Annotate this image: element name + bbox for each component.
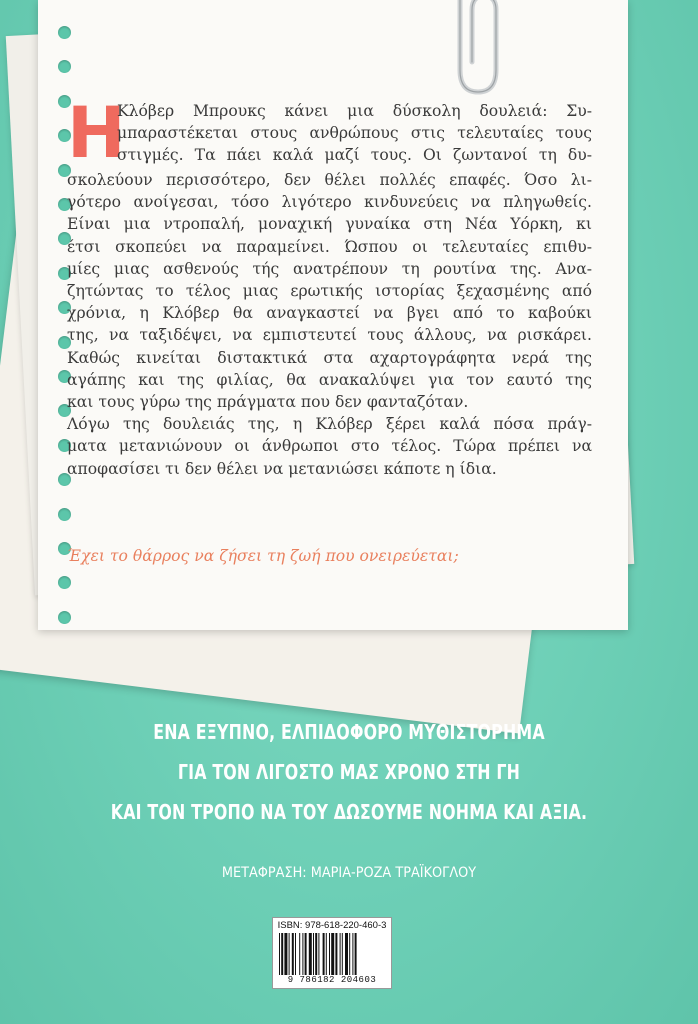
barcode-bar [335, 933, 337, 975]
isbn-label: ISBN: 978-618-220-460-3 [277, 920, 387, 931]
barcode-bar [352, 933, 353, 975]
blurb-line: σκολεύουν περισσότερο, δεν θέλει πολλές επαφές. Όσο λι- [67, 171, 592, 189]
slogan-line-2: ΓΙΑ ΤΟΝ ΛΙΓΟΣΤΟ ΜΑΣ ΧΡΟΝΟ ΣΤΗ ΓΗ [177, 760, 521, 784]
binder-hole [58, 611, 71, 624]
barcode-bar [309, 933, 312, 975]
barcode-bar [349, 933, 350, 975]
barcode-bar [315, 933, 317, 975]
blurb-line: Λόγω της δουλειάς της, η Κλόβερ ξέρει καλά πόσα πράγ- [67, 415, 592, 434]
barcode-bar [299, 933, 300, 975]
barcode-bar [326, 933, 327, 975]
blurb-line: μίες μιας ασθενούς τής ανατρέπουν τη ρουτίνα της. Ανα- [67, 259, 592, 278]
barcode [272, 917, 392, 989]
barcode-bar [345, 933, 348, 975]
barcode-bar [305, 933, 307, 975]
binder-hole [58, 576, 71, 589]
blurb-line: Είναι μια ντροπαλή, μοναχική γυναίκα στη Νέα Υόρκη, κι [67, 215, 592, 234]
slogan-line-1: ΕΝΑ ΕΞΥΠΝΟ, ΕΛΠΙΔΟΦΟΡΟ ΜΥΘΙΣΤΟΡΗΜΑ [153, 720, 545, 744]
translator-credit: ΜΕΤΑΦΡΑΣΗ: ΜΑΡΙΑ-ΡΟΖΑ ΤΡΑΪΚΟΓΛΟΥ [221, 865, 477, 881]
binder-hole [58, 508, 71, 521]
blurb-text [67, 92, 592, 480]
barcode-bar [318, 933, 319, 975]
barcode-bar [302, 933, 303, 975]
blurb-line: της, να ταξιδέψει, να εμπιστευτεί τους άλλους, να ρισκάρει. [67, 326, 592, 345]
barcode-bar [342, 933, 343, 975]
barcode-bar [355, 933, 357, 975]
dropcap: Η [67, 92, 126, 174]
binder-holes [38, 0, 68, 630]
barcode-bars-icon [279, 933, 385, 975]
binder-hole [58, 60, 71, 73]
barcode-bar [279, 933, 280, 975]
barcode-bar [331, 933, 334, 975]
barcode-bar [340, 933, 341, 975]
blurb-line: χρόνια, η Κλόβερ θα αναγκαστεί να βγει από το καβούκι [67, 304, 592, 323]
paperclip-icon [440, 0, 510, 110]
blurb-line: έτσι σκοπεύει να παραμείνει. Ώσπου οι τελευταίες επιθυ- [67, 237, 592, 256]
blurb-line: ματα μετανιώνουν οι άνθρωποι στο τέλος. Τώρα πρέπει να [67, 437, 592, 456]
blurb-line: μπαραστέκεται στους ανθρώπους στις τελευταίες τους [117, 124, 592, 143]
blurb-line: Κλόβερ Μπρουκς κάνει μια δύσκολη δουλειά: Συ- [117, 102, 592, 120]
barcode-bar [289, 933, 290, 975]
barcode-bar [313, 933, 314, 975]
ean-number: 9 786182 204603 [287, 975, 377, 985]
blurb-line: αποφασίσει τι δεν θέλει να μετανιώσει κάποτε η ίδια. [67, 459, 497, 478]
barcode-bar [295, 933, 296, 975]
binder-hole [58, 26, 71, 39]
tagline: Έχει το θάρρος να ζήσει τη ζωή που ονειρεύεται; [67, 547, 459, 565]
barcode-bar [292, 933, 294, 975]
blurb-line: στιγμές. Τα πάει καλά μαζί τους. Οι ζωντανοί τη δυ- [117, 146, 592, 165]
barcode-bar [281, 933, 283, 975]
blurb-line: ζητώντας το τέλος μιας ερωτικής ιστορίας ξεχασμένης από [67, 282, 592, 301]
blurb-line: Καθώς κινείται διστακτικά στα αχαρτογράφητα νερά της [67, 348, 592, 367]
blurb-line: αγάπης και της φιλίας, θα ανακαλύψει για τον εαυτό της [67, 370, 592, 389]
blurb-line: και τους γύρω της πράγματα που δεν φανταζόταν. [67, 393, 469, 412]
blurb-line: γότερο ανοίγεσαι, τόσο λιγότερο κινδυνεύεις να πληγωθείς. [67, 193, 592, 212]
barcode-bar [323, 933, 325, 975]
barcode-bar [284, 933, 287, 975]
barcode-bar [329, 933, 330, 975]
slogan-line-3: ΚΑΙ ΤΟΝ ΤΡΟΠΟ ΝΑ ΤΟΥ ΔΩΣΟΥΜΕ ΝΟΗΜΑ ΚΑΙ ΑΞΙΑ. [110, 800, 588, 824]
